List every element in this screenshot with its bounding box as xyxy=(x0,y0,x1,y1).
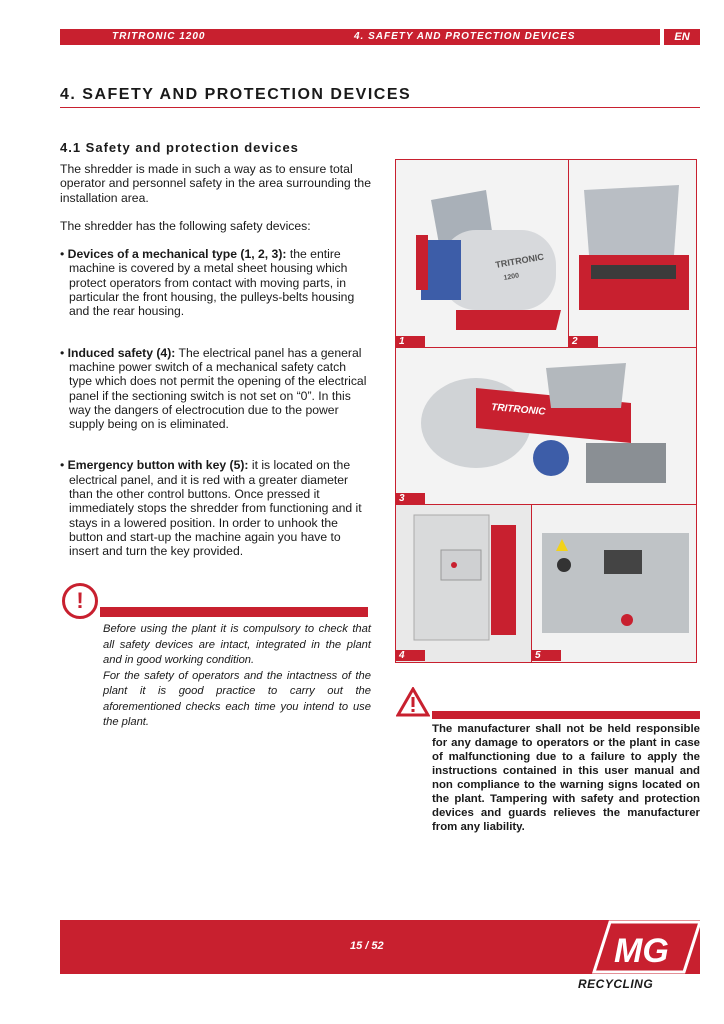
responsibility-text: The manufacturer shall not be held responsible for any damage to operators or the plant in case of malfunctioning due to a failure to apply the instructions contained in this user manual and non compliance to the warning signs located on the plant. Tampering with safety and protection devices and guards relieves the manufacturer from any liability. xyxy=(432,723,700,833)
warning-triangle-icon xyxy=(396,687,430,717)
machine-illustration xyxy=(396,348,696,505)
note-paragraph-2: For the safety of operators and the intactness of the plant it is good practice to carry out the aforementioned checks each time you intend to use the plant. xyxy=(103,669,371,728)
photo-number: 3 xyxy=(396,493,425,504)
bullet-mechanical: • Devices of a mechanical type (1, 2, 3): the entire machine is covered by a metal sheet housing which protect operators from contact with moving parts, in particular the front housing, the pulleys-belts housing and the rear housing. xyxy=(60,247,355,319)
machine-model: 1200 xyxy=(503,272,520,282)
bullet-text: the entire machine is covered by a metal sheet housing which protect operators from contact with moving parts, in particular the front housing, the pulleys-belts housing and the rear housing. xyxy=(69,247,355,319)
header-section: 4. SAFETY AND PROTECTION DEVICES xyxy=(354,31,576,42)
photo-number: 2 xyxy=(569,336,598,347)
language-badge: EN xyxy=(664,29,700,45)
photo-machine-side xyxy=(395,347,697,506)
bullet-text: The electrical panel has a general machine power switch of a mechanical safety catch type which does not permit the opening of the electrical panel if the sectioning switch is not set on “0”. In this way the dangers of electrocution due to the power supply being on is eliminated. xyxy=(69,345,367,432)
machine-label: TRITRONIC xyxy=(494,251,545,270)
note-bar xyxy=(100,607,368,617)
mg-logo xyxy=(588,918,700,976)
intro-paragraph-1: The shredder is made in such a way as to ensure total operator and personnel safety in the area surrounding the installation area. xyxy=(60,162,371,205)
bullet-head: Devices of a mechanical type (1, 2, 3): xyxy=(67,247,287,262)
bullet-head: Emergency button with key (5): xyxy=(67,458,249,473)
machine-illustration xyxy=(396,160,569,348)
photo-number: 1 xyxy=(396,336,425,347)
responsibility-bar xyxy=(432,711,700,719)
photo-machine-rear xyxy=(568,159,697,349)
header-product: TRITRONIC 1200 xyxy=(112,31,206,42)
photo-number: 5 xyxy=(532,650,561,661)
note-paragraph-1: Before using the plant it is compulsory to check that all safety devices are intact, integrated in the plant and in good working condition. xyxy=(103,623,371,666)
machine-label: TRITRONIC xyxy=(490,402,546,418)
control-panel-illustration xyxy=(532,505,696,662)
electrical-panel-illustration xyxy=(396,505,532,662)
bullet-induced: • Induced safety (4): The electrical panel has a general machine power switch of a mechanical safety catch type which does not permit the opening of the electrical panel if the sectioning switch is not set on “0”. In this way the dangers of electrocution due to the power supply being on is eliminated. xyxy=(60,345,367,432)
safety-note xyxy=(103,622,371,731)
page-number: 15 / 52 xyxy=(350,940,384,952)
brand-recycling: RECYCLING xyxy=(578,977,654,991)
logo-text: MG xyxy=(614,932,669,970)
bullet-emergency: • Emergency button with key (5): it is located on the electrical panel, and it is red with a greater diameter than the other control buttons. Once pressed it immediately stops the shredder from functioning and it stays in a lowered position. In order to unhook the button and start-up the machine again you have to insert and turn the key provided. xyxy=(60,458,362,559)
photo-machine-front xyxy=(395,159,570,349)
photo-electrical-panel xyxy=(395,504,533,663)
title-divider xyxy=(60,107,700,108)
body-text xyxy=(60,162,372,586)
machine-illustration xyxy=(569,160,696,348)
bullet-head: Induced safety (4): xyxy=(67,345,176,360)
photo-number: 4 xyxy=(396,650,425,661)
section-subtitle: 4.1 Safety and protection devices xyxy=(60,140,299,155)
page-title: 4. SAFETY AND PROTECTION DEVICES xyxy=(60,86,412,103)
intro-paragraph-2: The shredder has the following safety devices: xyxy=(60,218,311,233)
bullet-text: it is located on the electrical panel, and it is red with a greater diameter than the other control buttons. Once pressed it immediately stops the shredder from functioning and it stays in a lowered position. In order to unhook the button and start-up the machine again you have to insert and turn the key provided. xyxy=(69,458,362,559)
header-bar xyxy=(60,29,660,45)
exclamation-icon: ! xyxy=(62,583,98,619)
photo-control-buttons xyxy=(531,504,697,663)
